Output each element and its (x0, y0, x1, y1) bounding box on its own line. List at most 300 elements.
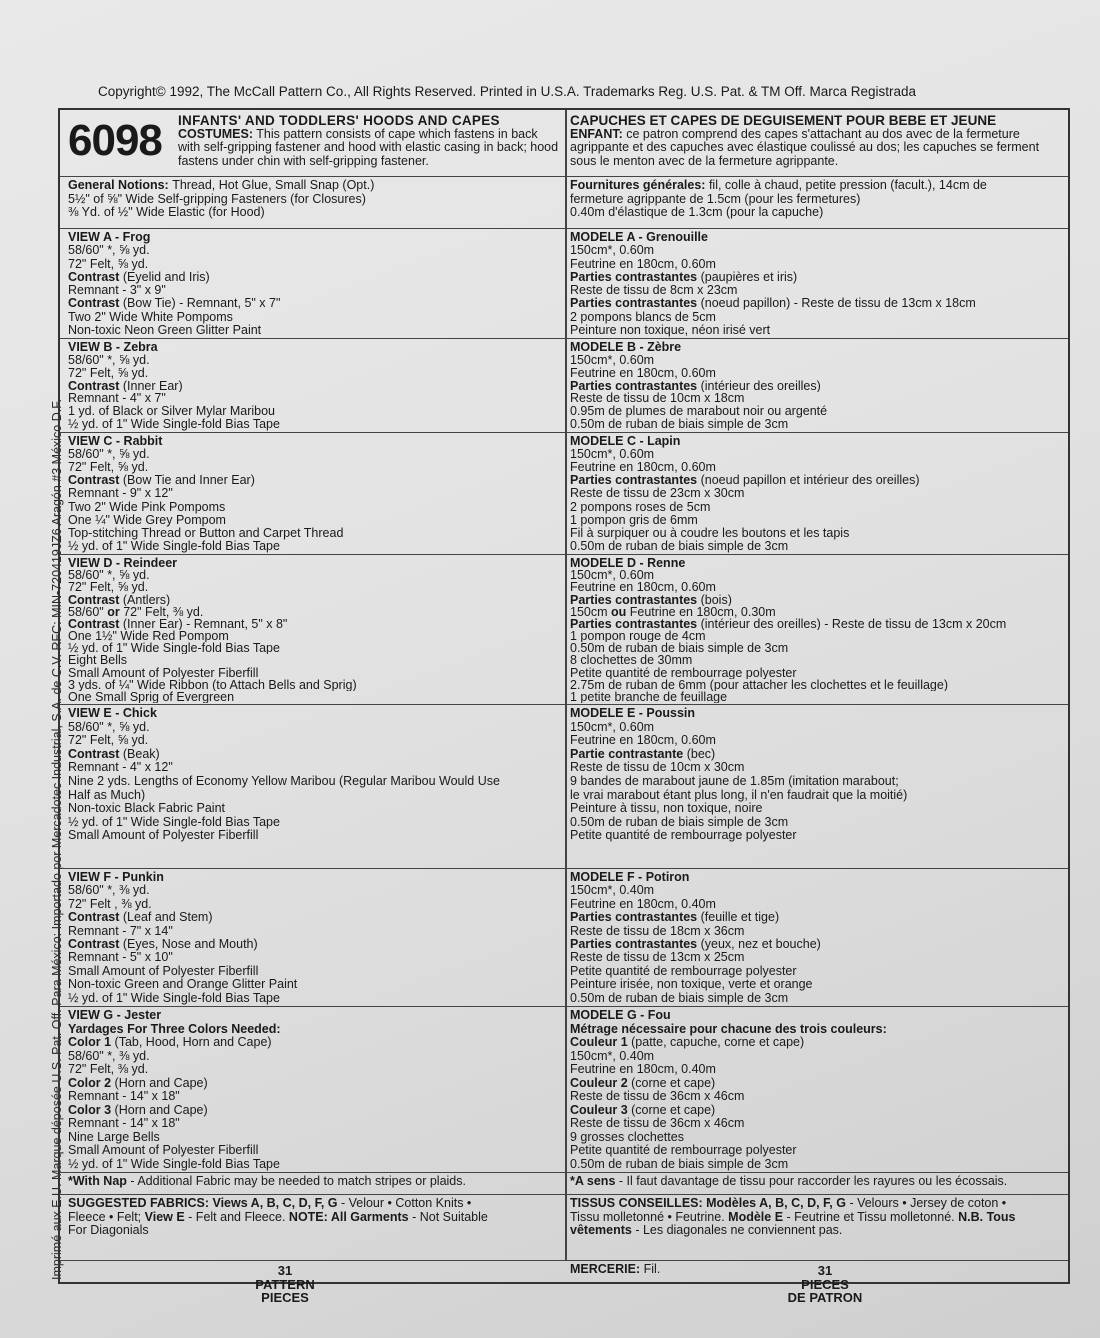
bold-text: MODELE C - Lapin (570, 435, 681, 448)
text: 9 bandes de marabout jaune de 1.85m (imitation marabout; (570, 774, 899, 788)
text: Tissu molletonné • Feutrine. (570, 1210, 729, 1224)
text: (Antlers) (122, 593, 171, 606)
text: Remnant - 14" x 18" (68, 1117, 180, 1130)
text: (intérieur des oreilles) - Reste de tissu de 13cm x 20cm (700, 617, 1007, 631)
text-line (570, 1077, 1062, 1091)
text-line (570, 487, 1062, 500)
text-line (570, 418, 1062, 431)
text-line (570, 271, 1062, 284)
text-line (68, 898, 560, 911)
text-line (570, 297, 1062, 310)
french-column-cell (570, 179, 1062, 220)
english-column-cell (68, 557, 560, 703)
text-line (570, 898, 1062, 911)
pieces-english (200, 1264, 370, 1305)
text-line (570, 540, 1062, 553)
text: One Small Sprig of Evergreen (68, 690, 235, 704)
text: (paupières et iris) (700, 270, 798, 284)
text-line (570, 707, 1062, 721)
text: Fil à surpiquer ou à coudre les boutons et les tapis (570, 526, 850, 540)
text-line (570, 380, 1062, 393)
description-english: This pattern consists of cape which fastens in back with self-gripping fastener and hood with elastic casing in back; hood fastens under chin with self-gripping fastener. (178, 126, 559, 168)
text-line (570, 642, 1062, 654)
text-line (68, 367, 560, 380)
text-line (68, 978, 560, 991)
text: One 1½" Wide Red Pompom (68, 630, 229, 643)
text-line (570, 367, 1062, 380)
text-line (68, 258, 560, 271)
text: (corne et cape) (631, 1076, 716, 1090)
text: Reste de tissu de 10cm x 30cm (570, 761, 745, 775)
text-line (570, 679, 1062, 691)
text-line (68, 721, 560, 735)
french-column-cell (570, 871, 1062, 1005)
text-line (68, 581, 560, 593)
requirements-row (60, 432, 1068, 555)
text-line (570, 341, 1062, 354)
text-line (68, 271, 560, 284)
text: ½ yd. of 1" Wide Single-fold Bias Tape (68, 539, 280, 553)
text: Fleece • Felt; (68, 1210, 145, 1224)
text: 0.50m de ruban de biais simple de 3cm (570, 991, 789, 1005)
copyright-line: Copyright© 1992, The McCall Pattern Co., All Rights Reserved. Printed in U.S.A. Trademarks Reg. U.S. Pat. & TM Off. Marca Registrada (98, 84, 917, 99)
text-line (570, 569, 1062, 581)
text: 150cm*, 0.60m (570, 448, 655, 462)
bold-text: VIEW D - Reindeer (68, 557, 178, 570)
english-column-cell (68, 871, 560, 1005)
text-line (570, 435, 1062, 448)
english-column-cell (68, 1009, 560, 1171)
text-line (570, 405, 1062, 418)
text-line (68, 1050, 560, 1064)
bold-text: MODELE E - Poussin (570, 707, 696, 720)
text: 2 pompons blancs de 5cm (570, 310, 716, 324)
text: (patte, capuche, corne et cape) (631, 1036, 805, 1049)
text: Petite quantité de rembourrage polyester (570, 829, 797, 843)
text: (Bow Tie) - Remnant, 5" x 7" (122, 297, 281, 311)
text: ⅜ Yd. of ½" Wide Elastic (for Hood) (68, 206, 265, 220)
text: 72" Felt, ⅜ yd. (123, 605, 204, 618)
bold-text: Contrast (68, 474, 123, 488)
bold-text: N.B. Tous (958, 1210, 1016, 1224)
text-line (570, 284, 1062, 297)
bold-text: Partie contrastante (570, 747, 687, 761)
text: Reste de tissu de 13cm x 25cm (570, 951, 745, 965)
text: Nine 2 yds. Lengths of Economy Yellow Maribou (Regular Maribou Would Use (68, 774, 500, 788)
text: ½ yd. of 1" Wide Single-fold Bias Tape (68, 1157, 280, 1171)
text-line (570, 965, 1062, 978)
text-line (68, 405, 560, 418)
french-column-cell (570, 707, 1062, 843)
french-column-cell (570, 557, 1062, 703)
text-line (570, 1090, 1062, 1104)
text: One ¼" Wide Grey Pompom (68, 513, 226, 527)
side-import-notice: Imprimé aux E.U. Marque déposée U.S. Pat. Off. Para México: Importado por Mercadotec Industrial, S.A. de C.V. RFC: MIN-720419JZ6 Aragón #3 México D.F. (50, 399, 64, 1280)
text-line (570, 1197, 1062, 1211)
text: - Il faut davantage de tissu pour raccorder les rayures ou les écossais. (618, 1175, 1008, 1188)
text-line (570, 1224, 1062, 1238)
bold-text: Couleur 3 (570, 1103, 632, 1117)
text-line (570, 527, 1062, 540)
text: Feutrine en 180cm, 0.40m (570, 897, 716, 911)
text-line (570, 925, 1062, 938)
text-line (570, 775, 1062, 789)
text-line (570, 1050, 1062, 1064)
english-column-cell (68, 231, 560, 337)
text-line (570, 761, 1062, 775)
text: 58/60" *, ⅝ yd. (68, 448, 150, 462)
text-line (68, 380, 560, 393)
bold-text: ou (611, 605, 630, 618)
bold-text: Modèle E (728, 1210, 787, 1224)
text: Peinture irisée, non toxique, verte et orange (570, 978, 813, 992)
text: (noeud papillon et intérieur des oreilles) (700, 474, 920, 488)
text: Petite quantité de rembourrage polyester (570, 1144, 797, 1157)
french-column-cell (570, 1175, 1062, 1189)
french-column-cell (570, 341, 1062, 431)
text-line (570, 654, 1062, 666)
text-line (68, 1104, 560, 1118)
bold-text: VIEW C - Rabbit (68, 435, 163, 448)
text: Reste de tissu de 23cm x 30cm (570, 487, 745, 501)
french-column-cell (570, 435, 1062, 553)
bold-text: VIEW E - Chick (68, 707, 157, 720)
text: Non-toxic Neon Green Glitter Paint (68, 323, 262, 337)
text: Non-toxic Black Fabric Paint (68, 802, 226, 816)
pattern-number: 6098 (68, 116, 162, 165)
text: 58/60" *, ⅜ yd. (68, 1049, 150, 1063)
text-line (68, 679, 560, 691)
text-line (68, 206, 560, 220)
text: Feutrine en 180cm, 0.60m (570, 257, 716, 271)
text-line (68, 540, 560, 553)
text-line (570, 630, 1062, 642)
text-line (68, 789, 560, 803)
text-line (68, 297, 560, 310)
pieces-count: 31 (817, 1263, 833, 1278)
text: 1 pompon rouge de 4cm (570, 630, 706, 643)
text: 72" Felt, ⅜ yd. (68, 1063, 149, 1076)
bold-text: *With Nap (68, 1175, 131, 1188)
text: 0.95m de plumes de marabout noir ou argenté (570, 405, 828, 419)
text: 72" Felt, ⅝ yd. (68, 734, 149, 748)
text-line (68, 829, 560, 843)
text-line (570, 581, 1062, 593)
text-line (68, 761, 560, 775)
text: (Eyes, Nose and Mouth) (122, 938, 258, 952)
bold-text: VIEW G - Jester (68, 1009, 162, 1022)
text: 150cm*, 0.60m (570, 244, 655, 258)
text-line (68, 435, 560, 448)
bold-text: MODELE D - Renne (570, 557, 686, 570)
text: Half as Much) (68, 788, 146, 802)
text: 72" Felt, ⅝ yd. (68, 366, 149, 380)
text-line (68, 618, 560, 630)
text-line (570, 1175, 1062, 1189)
text-line (68, 311, 560, 324)
text: 2 pompons roses de 5cm (570, 500, 711, 514)
text: Feutrine en 180cm, 0.40m (570, 1063, 716, 1076)
text-line (68, 1197, 560, 1211)
text-line (68, 707, 560, 721)
bold-text: Fournitures générales: (570, 179, 709, 192)
text: ½ yd. of 1" Wide Single-fold Bias Tape (68, 418, 280, 432)
bold-text: Color 1 (68, 1036, 115, 1049)
text-line (570, 1036, 1062, 1050)
text-line (68, 992, 560, 1005)
bold-text: Contrast (68, 593, 123, 606)
text: Peinture non toxique, néon irisé vert (570, 323, 771, 337)
text: For Diagonials (68, 1224, 149, 1238)
text: Petite quantité de rembourrage polyester (570, 666, 797, 679)
bold-text: MODELE G - Fou (570, 1009, 671, 1022)
text: (Horn and Cape) (114, 1103, 208, 1117)
text: 72" Felt , ⅜ yd. (68, 897, 152, 911)
text-line (570, 448, 1062, 461)
text-line (570, 938, 1062, 951)
text: 0.50m de ruban de biais simple de 3cm (570, 539, 789, 553)
lead-english: COSTUMES: (178, 126, 253, 141)
french-column-cell (570, 1197, 1062, 1238)
requirements-row (60, 1172, 1068, 1195)
text-line (570, 667, 1062, 679)
text-line (68, 734, 560, 748)
bold-text: Parties contrastantes (570, 379, 701, 393)
english-column-cell (68, 1197, 560, 1238)
text-line (68, 501, 560, 514)
text-line (570, 1117, 1062, 1131)
text-line (68, 1158, 560, 1172)
text: (Leaf and Stem) (122, 911, 213, 925)
text-line (68, 594, 560, 606)
requirements-row (60, 704, 1068, 869)
bold-text: Color 3 (68, 1103, 115, 1117)
text-line (68, 775, 560, 789)
text: 1 petite branche de feuillage (570, 690, 728, 704)
bold-text: MODELE B - Zèbre (570, 341, 682, 354)
text: 58/60" *, ⅝ yd. (68, 353, 150, 367)
text-line (570, 1131, 1062, 1145)
text: - Velours • Jersey de coton • (849, 1197, 1007, 1210)
text: 58/60" *, ⅝ yd. (68, 720, 150, 734)
pieces-label-2: PIECES (261, 1290, 309, 1305)
text: Feutrine en 180cm, 0.60m (570, 461, 716, 475)
text-line (570, 258, 1062, 271)
text: (Horn and Cape) (114, 1076, 208, 1090)
text: Remnant - 7" x 14" (68, 924, 173, 938)
text: ½ yd. of 1" Wide Single-fold Bias Tape (68, 991, 280, 1005)
text-line (68, 231, 560, 244)
text-line (570, 193, 1062, 207)
text-line (68, 354, 560, 367)
header-french (570, 114, 1064, 168)
text: 72" Felt, ⅝ yd. (68, 581, 149, 594)
bold-text: Color 2 (68, 1076, 115, 1090)
text: (Tab, Hood, Horn and Cape) (114, 1036, 272, 1049)
text: 2.75m de ruban de 6mm (pour attacher les clochettes et le feuillage) (570, 678, 948, 691)
text-line (570, 992, 1062, 1005)
text-line (68, 951, 560, 964)
text: 58/60" (68, 605, 108, 618)
requirements-row (60, 338, 1068, 433)
bold-text: Contrast (68, 270, 123, 284)
text-line (570, 324, 1062, 337)
text: Reste de tissu de 8cm x 23cm (570, 284, 738, 297)
text-line (68, 667, 560, 679)
text: 58/60" *, ⅜ yd. (68, 884, 150, 898)
text: (Eyelid and Iris) (122, 270, 210, 284)
text-line (68, 569, 560, 581)
text: ½ yd. of 1" Wide Single-fold Bias Tape (68, 815, 280, 829)
text: Remnant - 4" x 12" (68, 761, 173, 775)
text-line (68, 487, 560, 500)
text: Feutrine en 180cm, 0.60m (570, 366, 716, 380)
text: 72" Felt, ⅝ yd. (68, 257, 149, 271)
requirements-row (60, 176, 1068, 229)
bold-text: SUGGESTED FABRICS: Views A, B, C, D, F, G (68, 1197, 341, 1210)
bold-text: Parties contrastantes (570, 593, 701, 606)
text-line (68, 1175, 560, 1189)
text-line (570, 206, 1062, 220)
text: 3 yds. of ¼" Wide Ribbon (to Attach Bells and Sprig) (68, 678, 357, 691)
text: (bec) (686, 747, 716, 761)
bold-text: Couleur 2 (570, 1076, 632, 1090)
text-line (68, 324, 560, 337)
text-line (570, 244, 1062, 257)
text: 0.50m de ruban de biais simple de 3cm (570, 815, 789, 829)
text: Petite quantité de rembourrage polyester (570, 964, 797, 978)
bold-text: Parties contrastantes (570, 270, 701, 284)
text-line (68, 802, 560, 816)
bold-text: Parties contrastantes (570, 938, 701, 952)
bold-text: Contrast (68, 747, 123, 761)
text-line (570, 231, 1062, 244)
text-line (570, 911, 1062, 924)
text: Remnant - 4" x 7" (68, 392, 166, 406)
text: Remnant - 9" x 12" (68, 487, 173, 501)
text: 0.50m de ruban de biais simple de 3cm (570, 642, 789, 655)
text-line (570, 789, 1062, 803)
text-line (68, 341, 560, 354)
text-line (68, 871, 560, 884)
text: - Feutrine et Tissu molletonné. (786, 1210, 959, 1224)
text-line (68, 1131, 560, 1145)
text: Two 2" Wide White Pompoms (68, 310, 233, 324)
text-line (570, 594, 1062, 606)
text-line (68, 1023, 560, 1037)
text: 58/60" *, ⅝ yd. (68, 569, 150, 582)
bold-text: TISSUS CONSEILLES: Modèles A, B, C, D, F, G (570, 1197, 850, 1210)
english-column-cell (68, 341, 560, 431)
bold-text: VIEW A - Frog (68, 231, 151, 244)
bold-text: VIEW B - Zebra (68, 341, 158, 354)
text: (Beak) (122, 747, 160, 761)
text: Top-stitching Thread or Button and Carpet Thread (68, 526, 344, 540)
text: (Inner Ear) - Remnant, 5" x 8" (122, 617, 288, 631)
pieces-french (740, 1264, 910, 1305)
text: (intérieur des oreilles) (700, 379, 821, 393)
bold-text: Métrage nécessaire pour chacune des trois couleurs: (570, 1022, 887, 1036)
text-line (68, 654, 560, 666)
text-line (570, 1009, 1062, 1023)
text: Small Amount of Polyester Fiberfill (68, 1144, 259, 1157)
text: Remnant - 5" x 10" (68, 951, 173, 965)
text: Remnant - 3" x 9" (68, 284, 166, 297)
bold-text: View E (144, 1210, 189, 1224)
text: 150cm*, 0.60m (570, 569, 655, 582)
text-line (68, 816, 560, 830)
text-line (68, 1063, 560, 1077)
text-line (68, 642, 560, 654)
text-line (570, 354, 1062, 367)
text-line (68, 284, 560, 297)
text-line (570, 1063, 1062, 1077)
text: Reste de tissu de 36cm x 46cm (570, 1090, 745, 1103)
text-line (68, 193, 560, 207)
bold-text: VIEW F - Punkin (68, 871, 164, 884)
bold-text: MODELE F - Potiron (570, 871, 690, 884)
text-line (68, 691, 560, 703)
text: Small Amount of Polyester Fiberfill (68, 829, 259, 843)
pieces-label-1: PATTERN (255, 1276, 315, 1292)
english-column-cell (68, 435, 560, 553)
lead-french: ENFANT: (570, 126, 623, 141)
text: 0.40m d'élastique de 1.3cm (pour la capuche) (570, 206, 824, 220)
text-line (68, 748, 560, 762)
text: Thread, Hot Glue, Small Snap (Opt.) (172, 179, 375, 192)
text-line (68, 1224, 560, 1238)
header-english (178, 114, 562, 168)
text-line (570, 978, 1062, 991)
text: 1 pompon gris de 6mm (570, 513, 698, 527)
text-line (68, 514, 560, 527)
text-line (68, 1144, 560, 1158)
text: 1 yd. of Black or Silver Mylar Maribou (68, 405, 276, 419)
text-line (68, 1036, 560, 1050)
text-line (570, 501, 1062, 514)
text-line (570, 1023, 1062, 1037)
text-line (68, 474, 560, 487)
text-line (68, 1117, 560, 1131)
bold-text: Yardages For Three Colors Needed: (68, 1022, 281, 1036)
bold-text: vêtements (570, 1224, 636, 1238)
text: Eight Bells (68, 654, 128, 667)
text-line (68, 1211, 560, 1225)
text: 0.50m de ruban de biais simple de 3cm (570, 1157, 789, 1171)
text-line (68, 630, 560, 642)
text: 58/60" *, ⅝ yd. (68, 244, 150, 258)
bold-text: Contrast (68, 938, 123, 952)
text-line (570, 951, 1062, 964)
text: 150cm (570, 605, 611, 618)
text: Remnant - 14" x 18" (68, 1090, 180, 1103)
english-column-cell (68, 179, 560, 220)
text: Peinture à tissu, non toxique, noire (570, 802, 763, 816)
text-line (68, 1090, 560, 1104)
text: (feuille et tige) (700, 911, 780, 925)
text-line (68, 606, 560, 618)
bold-text: or (107, 605, 124, 618)
bold-text: Contrast (68, 911, 123, 925)
text-line (570, 461, 1062, 474)
text-line (570, 392, 1062, 405)
text: (Bow Tie and Inner Ear) (122, 474, 255, 488)
header-row (60, 110, 1068, 176)
title-french: CAPUCHES ET CAPES DE DEGUISEMENT POUR BEBE ET JEUNE (570, 113, 997, 128)
text-line (570, 802, 1062, 816)
text: - Felt and Fleece. (188, 1210, 289, 1224)
text-line (68, 884, 560, 897)
